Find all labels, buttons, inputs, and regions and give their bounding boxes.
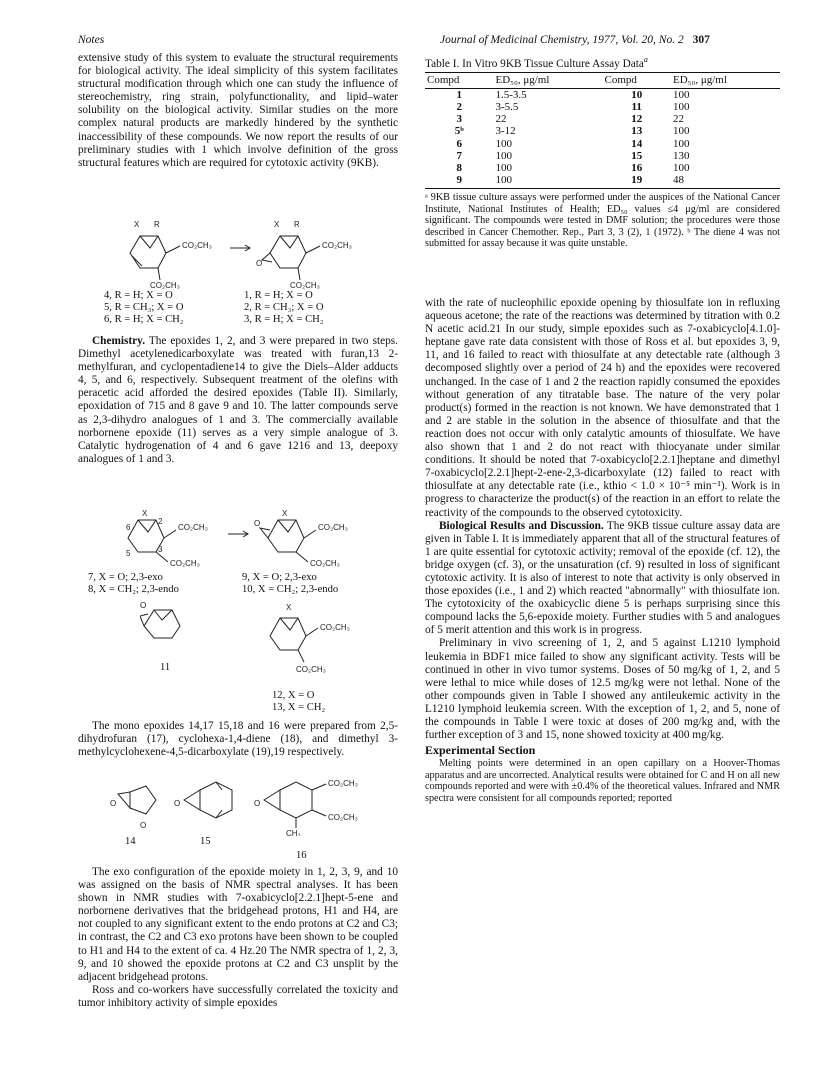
- biological-heading: Biological Results and Discussion.: [439, 519, 604, 532]
- assay-table: [425, 72, 780, 190]
- label-4: 4, R = H; X = O: [104, 290, 173, 301]
- table-cell: 14: [631, 137, 643, 150]
- scheme2-ester-bottom: CO₂CH₃: [170, 559, 200, 568]
- structure-12-ester-top: CO₂CH₃: [320, 623, 350, 632]
- label-15: 15: [200, 836, 211, 847]
- left-paragraph-mono-epoxides: [78, 720, 398, 759]
- table-row: [425, 174, 780, 189]
- right-paragraph-invivo: Preliminary in vivo screening of 1, 2, and 5 against L1210 lymphoid leukemia in BDF1 mice failed to show any significant activity. Tests will be continued in other in vivo tumor systems. Doses of 50 mg/kg of 1, 2, and 5 were lethal to mice while doses of 12.5 mg/kg were not lethal. None of the other compounds given in Table I showed any antileukemic activity in the L1210 lymphoid leukemia screen. With the exception of 1, 2, and 5, none of the compounds in Table I were toxic at doses of 200 mg/kg and, with the further exception of 3 and 15, none showed toxicity at 400 mg/kg.: [425, 637, 780, 742]
- table-caption-text: Table I. In Vitro 9KB Tissue Culture Assay Data: [425, 57, 644, 70]
- label-7: 7, X = O; 2,3-exo: [88, 572, 163, 583]
- right-column: [425, 297, 780, 805]
- table-header-row: [425, 72, 780, 88]
- structure-16-ester-top: CO₂CH₃: [328, 779, 358, 788]
- page-number: 307: [692, 34, 710, 46]
- scheme1-product-ester-bottom: CO₂CH₃: [290, 281, 320, 290]
- table-cell: 100: [673, 137, 690, 150]
- structure-14-ring-o: O: [140, 821, 147, 830]
- table-row: [425, 88, 780, 101]
- chemistry-text: The epoxides 1, 2, and 3 were prepared in two steps. Dimethyl acetylenedicarboxylate was treated with furan,13 2-methylfuran, and cyclopentadiene14 to give the Diels–Alder adducts 4, 5, and 6, respectively. Subsequent treatment of the olefins with peracetic acid afforded the desired epoxides (Table II). Similarly, epoxidation of 715 and 8 gave 9 and 10. The latter compounds serve as 2,3-dihydro analogues of 1 and 3. The commercially available norbornene epoxide (11) serves as a very simple analogue of 3. Catalytic hydrogenation of 4 and 6 gave 1216 and 13, deepoxy analogues of 1 and 3.: [78, 335, 398, 465]
- label-16: 16: [296, 850, 307, 861]
- col-header-ed50-2: ED₅₀, μg/ml: [671, 72, 780, 88]
- left-paragraph-chemistry: [78, 335, 398, 466]
- structure-14-epoxide-o: O: [110, 799, 117, 808]
- table-row: [425, 138, 780, 150]
- label-10: 10, X = CH₂; 2,3-endo: [242, 584, 339, 595]
- label-3: 3, R = H; X = CH₂: [244, 314, 324, 325]
- structure-16-ester-bottom: CO₂CH₃: [328, 813, 358, 822]
- scheme1-x-label: X: [134, 220, 140, 229]
- table-cell: 3: [456, 113, 462, 126]
- structure-11-epoxide-o: O: [140, 601, 147, 610]
- col-header-compd-2: Compd: [602, 72, 671, 88]
- table-cell: 8: [456, 161, 462, 174]
- table-row: [425, 162, 780, 174]
- table-cell: 100: [673, 100, 690, 113]
- table-cell: 100: [673, 161, 690, 174]
- table-cell: 19: [602, 174, 671, 189]
- label-2: 2, R = CH₃; X = O: [244, 302, 324, 313]
- label-11: 11: [160, 662, 171, 673]
- table-cell: 100: [673, 88, 690, 101]
- scheme2-x-label: X: [142, 509, 148, 518]
- chemistry-heading: Chemistry.: [92, 335, 146, 347]
- table-cell: 3-12: [495, 125, 516, 138]
- scheme1-labels-left: [104, 290, 184, 326]
- scheme1-labels-right: [244, 290, 324, 326]
- scheme2-labels-left: [88, 572, 179, 596]
- scheme1-product-r-label: R: [294, 220, 300, 229]
- scheme2-product-ester-top: CO₂CH₃: [318, 523, 348, 532]
- table-caption: [425, 55, 780, 70]
- label-5: 5, R = CH₃; X = O: [104, 302, 184, 313]
- table-cell: 15: [631, 149, 643, 162]
- table-cell: 1.5-3.5: [495, 88, 527, 101]
- experimental-text: Melting points were determined in an open capillary on a Hoover-Thomas apparatus and are uncorrected. Analytical results were obtained for C and H on all new compounds reported and were with ±0.4% of the theoretical values. Infrared and NMR spectra were consistent for all compounds reported; reported: [425, 758, 780, 805]
- label-1: 1, R = H; X = O: [244, 290, 313, 301]
- table-cell: 10: [631, 88, 643, 101]
- left-paragraph-nmr: [78, 866, 398, 1010]
- scheme1-ester-bottom: CO₂CH₃: [150, 281, 180, 290]
- intro-text: extensive study of this system to evaluate the structural requirements for biological activity. The ideal simplicity of this system facilitates structural modification through which one can study the influence of stereochemistry, ring strain, polyfunctionality, and lipid–water solubility on the biological activity. Similar studies on the more complex natural products are markedly hindered by the synthetic inaccessibility of these compounds. We now report the results of our preliminary studies with 1 which involve definition of the gross structural features which are required for cytotoxic activity (9KB).: [78, 52, 398, 169]
- scheme2-product-x-label: X: [282, 509, 288, 518]
- running-head-left: Notes: [78, 34, 105, 46]
- structure-12-ester-bottom: CO₂CH₃: [296, 665, 326, 674]
- labels-12-13: [272, 690, 325, 714]
- right-paragraph-thiosulfate: with the rate of nucleophilic epoxide opening by thiosulfate ion in refluxing aqueous acetone; the rate of the reactions was determined by titration with 0.2 N acetic acid.21 In our study, simple epoxides such as 7-oxabicyclo[4.1.0]-heptane gave rate data consistent with those of Ross et al. but epoxides 3, 9, 11, and 16 failed to react with thiosulfate at any detectable rate (although 3 decomposed slightly over a period of 24 h) and the epoxides were recovered unchanged. In the case of 1 and 2 the reaction rapidly consumed the epoxides without generation of any titratable base. The nature of the very polar product(s) formed in the reaction is not known. We have demonstrated that 1 and 2 are stable in the solution in the absence of thiosulfate and that the reaction does not occur with only catalytic amounts of thiosulfate. We have also shown that 1 and 2 do not react with thiocyanate under similar conditions. It should be noted that 7-oxabicyclo[2.2.1]heptane and dimethyl 7-oxabicyclo[2.2.1]hept-2-ene-2,3-dicarboxylate (12) failed to react with thiosulfate at any detectable rate (i.e., kthio < 1.0 × 10⁻⁵ min⁻¹). Work is in progress to characterize the product(s) of the reaction in an effort to relate the reactivity of the compounds to the observed cytotoxicity.: [425, 297, 780, 519]
- col-header-ed50-1: ED₅₀, μg/ml: [494, 72, 603, 88]
- structure-16-methyl: CH₃: [286, 829, 301, 836]
- table-cell: 1: [456, 88, 462, 101]
- scheme1-product-ester-top: CO₂CH₃: [322, 241, 352, 250]
- experimental-heading: Experimental Section: [425, 743, 536, 758]
- scheme2-product-ester-bottom: CO₂CH₃: [310, 559, 340, 568]
- col-header-compd-1: Compd: [425, 72, 494, 88]
- scheme-1-structures: [120, 218, 390, 295]
- table-cell: 100: [494, 174, 603, 189]
- table-cell: 9: [425, 174, 494, 189]
- scheme1-epoxide-o: O: [256, 259, 263, 268]
- table-cell: 22: [495, 113, 507, 126]
- ross-text: Ross and co-workers have successfully correlated the toxicity and tumor inhibitory activity of simple epoxides: [78, 983, 398, 1009]
- structure-12-x-label: X: [286, 603, 292, 612]
- table-cell: 100: [495, 137, 513, 150]
- journal-citation: Journal of Medicinal Chemistry, 1977, Vol. 20, No. 2: [440, 34, 684, 46]
- table-row: [425, 150, 780, 162]
- table-row: [425, 125, 780, 137]
- table-row: [425, 101, 780, 113]
- left-paragraph-intro: [78, 52, 398, 170]
- biological-text: The 9KB tissue culture assay data are given in Table I. It is immediately apparent that all of the structural features of 1 are quite essential for cytotoxic activity; removal of the epoxide (cf. 12), the bridge oxygen (cf. 3), or the unsaturation (cf. 9) resulted in loss of significant cytotoxic activity. It is also of interest to note that activity is only observed in those epoxides (i.e., 1 and 2) which reacted "abnormally" with thiosulfate ion. The cytotoxicity of the oxabicyclic diene 5 is perhaps surprising since this compound lacks the 5,6-epoxide moiety. Further studies with 5 and analogues of 5 merit attention and this work is in progress.: [425, 519, 780, 637]
- structure-16-epoxide-o: O: [254, 799, 261, 808]
- scheme2-locant-6: 6: [126, 523, 131, 532]
- scheme2-locant-5: 5: [126, 549, 131, 558]
- mono-epoxides-text: The mono epoxides 14,17 15,18 and 16 were prepared from 2,5-dihydrofuran (17), cyclohexa-1,4-diene (18), and dimethyl 3-methylcyclohexene-4,5-dicarboxylate (19),19 respectively.: [78, 720, 398, 759]
- structures-11-12-13: [140, 598, 370, 693]
- table-caption-footnote-mark: a: [643, 55, 648, 64]
- table-cell: 100: [495, 149, 513, 162]
- label-6: 6, R = H; X = CH₂: [104, 314, 184, 325]
- scheme2-locant-2: 2: [158, 517, 163, 526]
- table-cell: 100: [673, 125, 690, 138]
- table-cell: 2: [456, 100, 462, 113]
- label-13: 13, X = CH₂: [272, 702, 326, 713]
- label-14: 14: [125, 836, 136, 847]
- scheme2-labels-right: [242, 572, 338, 596]
- table-row: [425, 113, 780, 125]
- label-12: 12, X = O: [272, 690, 315, 701]
- table-cell: 130: [673, 149, 690, 162]
- table-cell: 13: [631, 125, 643, 138]
- table-cell: 16: [631, 161, 643, 174]
- scheme2-ester-top: CO₂CH₃: [178, 523, 208, 532]
- table-footnote: ᵃ 9KB tissue culture assays were performed under the auspices of the National Cancer Institute, National Institutes of Health; ED₅₀ values ≤4 μg/ml are considered significant. The compounds were tested in DMF solution; the procedures were those described in Cancer Chemother. Rep., Part 3, 3 (2), 1 (1972). ᵇ The diene 4 was not submitted for assay because it was quite unstable.: [425, 192, 780, 250]
- table-cell: 3-5.5: [495, 100, 519, 113]
- structures-14-15-16: [110, 776, 390, 841]
- table-cell: 12: [631, 113, 643, 126]
- table-cell: 22: [673, 113, 684, 126]
- table-cell: 6: [456, 137, 462, 150]
- table-cell: 100: [495, 161, 513, 174]
- label-8: 8, X = CH₂; 2,3-endo: [88, 584, 179, 595]
- table-cell: 11: [631, 100, 642, 113]
- table-cell: 48: [671, 174, 780, 189]
- label-9: 9, X = O; 2,3-exo: [242, 572, 317, 583]
- scheme-2-structures: [118, 508, 388, 575]
- structure-15-epoxide-o: O: [174, 799, 181, 808]
- scheme1-ester-top: CO₂CH₃: [182, 241, 212, 250]
- scheme2-epoxide-o: O: [254, 519, 261, 528]
- scheme2-locant-3: 3: [158, 545, 163, 554]
- table-1: [425, 55, 780, 249]
- table-cell: 7: [456, 149, 462, 162]
- scheme1-product-x-label: X: [274, 220, 280, 229]
- nmr-text: The exo configuration of the epoxide moiety in 1, 2, 3, 9, and 10 was assigned on the basis of NMR spectral analyses. It has been shown in NMR studies with 7-oxabicyclo[2.2.1]hept-5-ene and norbornene derivatives that the bridgehead protons, H1 and H4, are not coupled to any significant extent to the endo protons at C2 and C3; in contrast, the C2 and C3 exo protons have been shown to be coupled to H1 and H4 to the extent of ca. 4 Hz.20 The NMR spectra of 1, 2, 3, 9, and 10 showed the epoxide protons at C2 and C3 unsplit by the adjacent bridgehead protons.: [78, 866, 398, 983]
- running-head-journal: [440, 34, 710, 46]
- scheme1-r-label: R: [154, 220, 160, 229]
- table-cell: 5ᵇ: [454, 125, 464, 138]
